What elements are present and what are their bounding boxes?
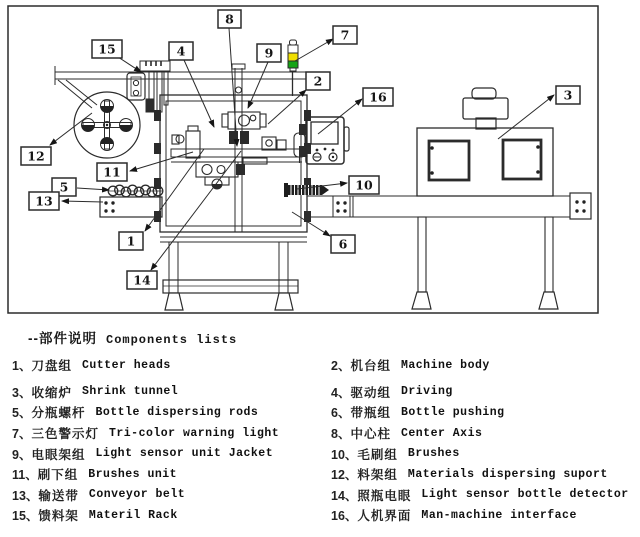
labeling-head [171, 112, 305, 189]
callout-number: 10 [355, 177, 373, 193]
legend-item-chinese: 人机界面 [357, 509, 412, 524]
machine-frame [154, 64, 311, 232]
legend-item-chinese: 刷下组 [37, 468, 79, 483]
callout-2 [268, 72, 330, 124]
callout-number: 6 [338, 236, 348, 252]
material-reel [74, 92, 140, 158]
callout-leader-line [184, 60, 214, 127]
legend-item-english: Machine body [400, 358, 490, 372]
warning-light-white-segment [288, 45, 298, 53]
legend-item-chinese: 收缩炉 [31, 385, 72, 400]
callout-11 [97, 152, 193, 181]
callout-number: 7 [340, 27, 350, 43]
callout-number: 3 [563, 87, 573, 103]
legend-item-english: Materil Rack [88, 508, 178, 522]
legend-item-number: 1、 [12, 359, 32, 374]
legend-item [331, 505, 636, 526]
legend-item-number: 4、 [331, 385, 351, 400]
center-axis [232, 64, 245, 232]
legend-item-english: Driving [400, 385, 453, 399]
legend-item-chinese: 分瓶螺杆 [31, 406, 86, 421]
callout-leader-line [118, 57, 141, 72]
callout-9 [248, 44, 281, 108]
legend-item-chinese: 电眼架组 [31, 447, 86, 462]
callout-number: 16 [369, 89, 387, 105]
shrink-tunnel [412, 88, 558, 309]
callout-number: 12 [27, 148, 45, 164]
legend-item [331, 443, 636, 464]
callout-number: 15 [98, 41, 116, 57]
legend-item-chinese: 中心柱 [350, 427, 391, 442]
legend-item-english: Brushes unit [88, 467, 178, 481]
legend-item [12, 443, 324, 464]
legend-item-number: 5、 [12, 406, 32, 421]
legend-item-number: 15、 [12, 509, 39, 524]
legend-item-number: 9、 [12, 447, 32, 462]
legend-item-chinese: 驱动组 [350, 385, 391, 400]
legend-item-number: 12、 [331, 468, 358, 483]
callout-leader-line [295, 39, 333, 61]
callout-leader-line [229, 28, 237, 146]
callout-12 [21, 113, 92, 165]
legend-item-chinese: 馈料架 [38, 509, 79, 524]
callout-8 [218, 10, 241, 146]
hmi-panel [299, 117, 349, 164]
machine-base [160, 237, 307, 310]
callout-4 [169, 42, 214, 127]
legend-item-chinese: 料架组 [357, 468, 398, 483]
legend-item [331, 485, 636, 506]
components-list [0, 322, 640, 537]
infeed-conveyor [100, 197, 162, 217]
legend-item [331, 355, 636, 376]
legend-item-english: Brushes [407, 447, 460, 461]
legend-item [12, 464, 324, 485]
components-list-right-column [331, 355, 636, 526]
frame-clamps [154, 110, 311, 222]
callout-number: 8 [225, 11, 234, 27]
callout-16 [318, 88, 393, 134]
legend-item [12, 485, 324, 506]
legend-item-english: Bottle pushing [400, 405, 505, 419]
legend-item-english: Light sensor unit Jacket [95, 447, 274, 461]
callout-leader-line [62, 201, 103, 202]
legend-item-english: Materials dispersing suport [407, 467, 608, 481]
legend-item-english: Man-machine interface [421, 508, 577, 522]
legend-item-english: Light sensor bottle detector [421, 488, 629, 502]
legend-item [331, 423, 636, 444]
legend-item-number: 14、 [331, 488, 358, 503]
legend-item-chinese: 照瓶电眼 [357, 488, 412, 503]
legend-item-english: Conveyor belt [88, 488, 186, 502]
callout-7 [295, 26, 357, 61]
components-list-left-column [12, 355, 324, 526]
legend-item-english: Bottle dispersing rods [95, 405, 259, 419]
callout-number: 14 [133, 272, 151, 288]
legend-item-number: 2、 [331, 359, 351, 374]
legend-item-chinese: 三色警示灯 [31, 427, 99, 442]
legend-item-english: Center Axis [400, 426, 483, 440]
callout-number: 9 [264, 45, 274, 61]
legend-item-number: 16、 [331, 509, 358, 524]
feed-rails [55, 66, 307, 108]
legend-item-chinese: 刀盘组 [31, 359, 72, 374]
legend-item [12, 382, 324, 403]
legend-item [12, 355, 324, 376]
legend-item-chinese: 输送带 [38, 488, 79, 503]
outfeed-conveyor [307, 193, 591, 219]
legend-item-chinese: 毛刷组 [357, 447, 398, 462]
callout-number: 5 [59, 179, 69, 195]
legend-item-number: 8、 [331, 427, 351, 442]
callout-number: 13 [35, 193, 53, 209]
callout-leader-line [77, 188, 109, 190]
tunnel-door-left [429, 141, 469, 180]
legend-item [331, 464, 636, 485]
warning-light [288, 40, 298, 96]
legend-item-chinese: 机台组 [350, 359, 391, 374]
legend-item-english: Tri-color warning light [108, 426, 280, 440]
brushes [284, 183, 329, 197]
callout-number: 4 [176, 43, 186, 59]
bottle-dispersing-rods [108, 185, 163, 197]
callout-number: 11 [103, 164, 121, 180]
tunnel-door-right [503, 140, 541, 179]
legend-item-number: 11、 [12, 468, 38, 483]
hmi-screen [311, 122, 338, 144]
components-list-title-zh: --部件说明 [28, 331, 97, 346]
legend-item-number: 13、 [12, 488, 39, 503]
legend-item [331, 382, 636, 403]
callout-3 [498, 86, 580, 139]
callout-number: 2 [313, 73, 323, 89]
legend-item [12, 505, 324, 526]
legend-item-english: Cutter heads [81, 358, 171, 372]
legend-item [331, 402, 636, 423]
legend-item-number: 3、 [12, 385, 32, 400]
legend-item-number: 7、 [12, 427, 32, 442]
legend-item [12, 402, 324, 423]
callout-leader-line [498, 95, 554, 139]
callout-number: 1 [126, 233, 136, 249]
legend-item-chinese: 带瓶组 [350, 406, 391, 421]
legend-item-english: Shrink tunnel [81, 385, 179, 399]
legend-item-number: 6、 [331, 406, 351, 421]
components-list-header [28, 327, 237, 347]
warning-light-green-segment [288, 61, 298, 68]
legend-item-number: 10、 [331, 447, 358, 462]
callout-15 [92, 40, 141, 72]
legend-item [12, 423, 324, 444]
components-list-title-en: Components lists [106, 333, 238, 347]
